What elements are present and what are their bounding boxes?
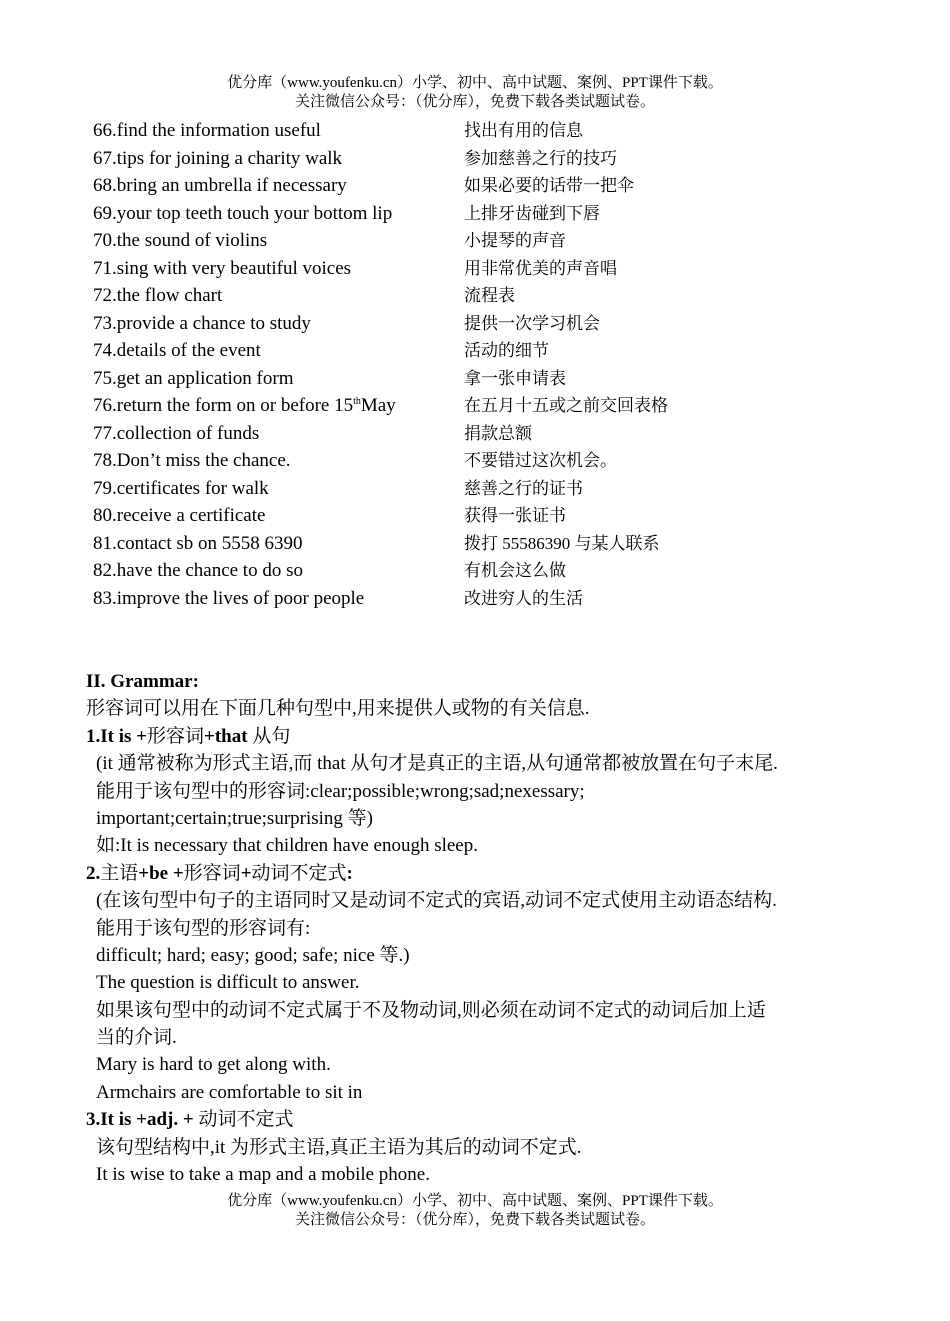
pattern-3-title: 3.It is +adj. + 动词不定式 [86, 1109, 294, 1131]
pattern-2-line: 能用于该句型的形容词有: [96, 917, 311, 939]
vocab-chinese: 拨打 55586390 与某人联系 [464, 533, 660, 553]
vocab-item [93, 337, 873, 365]
vocab-english [93, 392, 396, 420]
footer-line-2: 关注微信公众号：（优分库），免费下载各类试题试卷。 [294, 1212, 655, 1228]
vocab-english: 72.the flow chart [93, 285, 223, 306]
vocab-item [93, 255, 873, 283]
vocab-chinese: 有机会这么做 [464, 561, 566, 580]
pattern-2-line: 如果该句型中的动词不定式属于不及物动词,则必须在动词不定式的动词后加上适 [96, 999, 766, 1021]
grammar-intro: 形容词可以用在下面几种句型中,用来提供人或物的有关信息. [86, 698, 590, 720]
vocab-english: 68.bring an umbrella if necessary [93, 175, 347, 196]
pattern-1-title: 1.It is +形容词+that 从句 [86, 725, 291, 747]
vocab-item [93, 227, 873, 255]
vocab-chinese: 上排牙齿碰到下唇 [464, 203, 600, 223]
pattern-2-line: difficult; hard; easy; good; safe; nice 等.) [96, 944, 410, 966]
header-line-1: 优分库（www.youfenku.cn）小学、初中、高中试题、案例、PPT课件下载。 [227, 75, 723, 91]
vocab-english: 69.your top teeth touch your bottom lip [93, 202, 393, 224]
vocab-item [93, 585, 873, 613]
vocab-english: 73.provide a chance to study [93, 312, 311, 334]
vocab-chinese: 捐款总额 [464, 423, 532, 443]
vocabulary-list [93, 117, 873, 612]
vocab-chinese: 拿一张申请表 [464, 368, 566, 388]
vocab-chinese: 小提琴的声音 [464, 231, 566, 250]
pattern-1-line: (it 通常被称为形式主语,而 that 从句才是真正的主语,从句通常都被放置在句子末尾. [96, 753, 778, 775]
vocab-item [93, 117, 873, 145]
pattern-2-line: 当的介词. [96, 1027, 177, 1049]
vocab-english: 67.tips for joining a charity walk [93, 147, 343, 169]
vocab-item [93, 530, 873, 558]
vocab-english: 80.receive a certificate [93, 505, 266, 526]
ordinal-suffix: th [353, 396, 361, 407]
vocab-chinese: 不要错过这次机会。 [464, 451, 617, 470]
vocab-english: 81.contact sb on 5558 6390 [93, 532, 303, 554]
vocab-english-main: 76.return the form on or before 15 [93, 395, 354, 416]
vocab-item [93, 557, 873, 585]
vocab-chinese: 用非常优美的声音唱 [464, 258, 617, 278]
vocab-item [93, 447, 873, 475]
vocab-english: 70.the sound of violins [93, 230, 268, 251]
vocab-english: 79.certificates for walk [93, 477, 269, 499]
vocab-chinese: 提供一次学习机会 [464, 313, 600, 333]
vocab-chinese: 参加慈善之行的技巧 [464, 148, 617, 168]
vocab-item [93, 365, 873, 393]
vocab-item [93, 172, 873, 200]
vocab-item [93, 282, 873, 310]
pattern-3-line: 该句型结构中,it 为形式主语,真正主语为其后的动词不定式. [96, 1136, 582, 1158]
vocab-english: 78.Don’t miss the chance. [93, 450, 291, 471]
vocab-english: 77.collection of funds [93, 422, 260, 444]
vocab-english-month: May [360, 395, 396, 416]
grammar-section [86, 668, 876, 1188]
vocab-chinese: 在五月十五或之前交回表格 [464, 396, 668, 415]
vocab-english: 66.find the information useful [93, 120, 321, 141]
grammar-heading: II. Grammar: [86, 671, 199, 692]
vocab-chinese: 流程表 [464, 286, 515, 305]
vocab-chinese: 找出有用的信息 [464, 121, 583, 140]
vocab-item [93, 200, 873, 228]
vocab-item [93, 145, 873, 173]
vocab-english: 75.get an application form [93, 367, 294, 389]
vocab-english: 83.improve the lives of poor people [93, 587, 365, 609]
page-footer [0, 1192, 950, 1230]
vocab-item [93, 502, 873, 530]
page-header [0, 74, 950, 112]
pattern-1-example: 如:It is necessary that children have enough sleep. [96, 835, 478, 857]
pattern-2-example: The question is difficult to answer. [96, 972, 360, 994]
vocab-item [93, 392, 873, 420]
vocab-chinese: 慈善之行的证书 [464, 478, 583, 498]
vocab-item [93, 475, 873, 503]
vocab-item [93, 420, 873, 448]
vocab-chinese: 获得一张证书 [464, 506, 566, 525]
pattern-1-line: 能用于该句型中的形容词:clear;possible;wrong;sad;nexessary; [96, 780, 585, 802]
vocab-chinese: 活动的细节 [464, 341, 549, 360]
vocab-chinese: 如果必要的话带一把伞 [464, 176, 634, 195]
vocab-chinese: 改进穷人的生活 [464, 588, 583, 608]
vocab-english: 74.details of the event [93, 340, 261, 361]
header-line-2: 关注微信公众号：（优分库），免费下载各类试题试卷。 [294, 94, 655, 110]
vocab-item [93, 310, 873, 338]
pattern-2-example: Mary is hard to get along with. [96, 1054, 331, 1076]
pattern-2-title: 2.主语+be +形容词+动词不定式: [86, 862, 353, 884]
vocab-english: 71.sing with very beautiful voices [93, 257, 352, 279]
pattern-2-example: Armchairs are comfortable to sit in [96, 1081, 363, 1103]
pattern-2-line: (在该句型中句子的主语同时又是动词不定式的宾语,动词不定式使用主动语态结构. [96, 890, 777, 912]
pattern-1-line: important;certain;true;surprising 等) [96, 807, 374, 829]
pattern-3-example: It is wise to take a map and a mobile phone. [96, 1164, 430, 1186]
vocab-english: 82.have the chance to do so [93, 560, 303, 581]
footer-line-1: 优分库（www.youfenku.cn）小学、初中、高中试题、案例、PPT课件下载。 [227, 1193, 723, 1209]
